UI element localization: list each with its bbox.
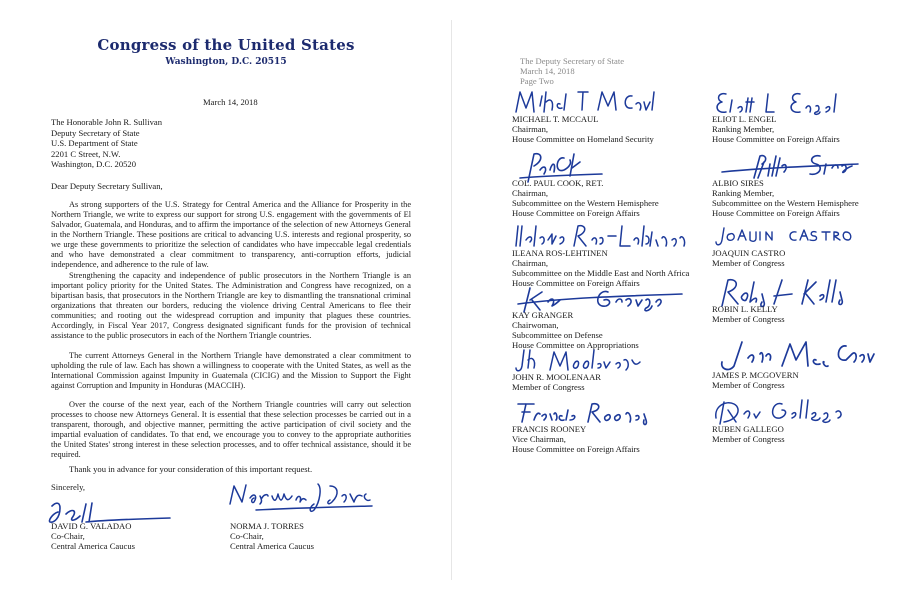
address-line: U.S. Department of State — [51, 138, 138, 148]
signature-ros-lehtinen — [512, 222, 702, 250]
thanks-line: Thank you in advance for your consideration of this important request. — [69, 464, 313, 474]
signer-name: JOHN R. MOOLENAAR — [512, 372, 602, 382]
signer-name: ILEANA ROS-LEHTINEN — [512, 248, 608, 258]
signer-title: Subcommittee on the Western Hemisphere — [712, 198, 859, 208]
letter-date: March 14, 2018 — [203, 97, 258, 107]
signature-mcgovern — [712, 338, 882, 372]
signer-name: DAVID G. VALADAO — [51, 521, 132, 531]
signer-name: ALBIO SIRES — [712, 178, 764, 188]
signature-engel — [712, 90, 852, 116]
header-line: Page Two — [520, 76, 554, 86]
signer-title: Member of Congress — [712, 314, 785, 324]
signer-title: Member of Congress — [712, 380, 785, 390]
signer-title: Ranking Member, — [712, 124, 775, 134]
signer-name: ROBIN L. KELLY — [712, 304, 778, 314]
signer-name: ELIOT L. ENGEL — [712, 114, 777, 124]
signer-title: House Committee on Foreign Affairs — [712, 134, 840, 144]
signature-rooney — [512, 398, 652, 426]
signer-title: Co-Chair, — [230, 531, 264, 541]
letterhead-place: Washington, D.C. 20515 — [165, 57, 287, 67]
signer-name: NORMA J. TORRES — [230, 521, 304, 531]
signer-title: House Committee on Foreign Affairs — [512, 278, 640, 288]
address-line: Deputy Secretary of State — [51, 127, 140, 138]
signer-title: Member of Congress — [712, 434, 785, 444]
page-two-header — [520, 56, 624, 86]
signer-title: Subcommittee on the Western Hemisphere — [512, 198, 659, 208]
signer-title: Chairman, — [512, 188, 549, 198]
signer-name: COL. PAUL COOK, RET. — [512, 178, 604, 188]
signer-title: Subcommittee on Defense — [512, 330, 603, 340]
signer-title: Ranking Member, — [712, 188, 775, 198]
signer-title: Chairman, — [512, 124, 549, 134]
signer-title: Vice Chairman, — [512, 434, 566, 444]
signer-title: Central America Caucus — [51, 541, 135, 551]
body-paragraph: The current Attorneys General in the Northern Triangle have demonstrated a clear commitment to upholding the rule of law. Each has shown a willingness to cooperate with the United States, as well as the International Commission against Impunity in Guatemala (CICIG) and the Mission to Support the Fight against Corruption and Impunity in Honduras (MACCIH). — [51, 351, 411, 390]
signer-title: Central America Caucus — [230, 541, 314, 551]
signer-name: MICHAEL T. MCCAUL — [512, 114, 599, 124]
signer-name: FRANCIS ROONEY — [512, 424, 587, 434]
signature-torres — [226, 480, 376, 516]
closing: Sincerely, — [51, 482, 86, 492]
signer-block — [230, 521, 314, 551]
signer-name: KAY GRANGER — [512, 310, 574, 320]
address-line: The Honorable John R. Sullivan — [51, 117, 162, 127]
signer-name: JOAQUIN CASTRO — [712, 248, 786, 258]
signer-title: Chairwoman, — [512, 320, 559, 330]
signature-castro — [712, 224, 862, 248]
address-line: 2201 C Street, N.W. — [51, 148, 121, 159]
signer-title: House Committee on Foreign Affairs — [712, 208, 840, 218]
signer-name: RUBEN GALLEGO — [712, 424, 784, 434]
signer-title: Chairman, — [512, 258, 549, 268]
signature-mccaul — [512, 86, 662, 116]
letter-page-two — [452, 0, 900, 599]
address-line: Washington, D.C. 20520 — [51, 159, 137, 169]
signer-title: House Committee on Foreign Affairs — [512, 208, 640, 218]
signature-gallego — [712, 396, 862, 426]
signature-moolenaar — [512, 346, 652, 374]
header-line: The Deputy Secretary of State — [520, 56, 625, 66]
header-line: March 14, 2018 — [520, 66, 575, 76]
body-paragraph: As strong supporters of the U.S. Strategy for Central America and the Alliance for Prosperity in the Northern Triangle, we write to express our support for strong U.S. engagement with the governments of El Salvador, Guatemala, and Honduras, and to affirm the importance of the selection of new Attorneys General in the Northern Triangle. These positions are critical to advancing U.S. interests and regional prosperity, so we urge these governments to prioritize the selection of candidates who have impeccable legal credentials and who have demonstrated a clear commitment to transparency, anti-corruption efforts, judicial independence, and adherence to the rule of law. — [51, 200, 411, 269]
signer-block — [51, 521, 135, 551]
letterhead-title: Congress of the United States — [97, 36, 355, 54]
signer-title: House Committee on Foreign Affairs — [512, 444, 640, 454]
signer-title: Member of Congress — [512, 382, 585, 392]
body-paragraph: Over the course of the next year, each of the Northern Triangle countries will carry out selection processes to choose new Attorneys General. It is essential that these selection processes be carried out in a transparent, thorough, and objective manner, permitting the active participation of civil society and the impartial evaluation of candidates. To that end, we encourage you to convey to the appropriate authorities the United States' strong interest in these selection processes, and to offer technical assistance, should it be required. — [51, 400, 411, 459]
recipient-address — [51, 117, 162, 170]
signer-name: JAMES P. MCGOVERN — [712, 370, 799, 380]
salutation: Dear Deputy Secretary Sullivan, — [51, 181, 163, 191]
signer-title: House Committee on Homeland Security — [512, 134, 654, 144]
signer-title: Subcommittee on the Middle East and North Africa — [512, 268, 690, 278]
signer-title: Member of Congress — [712, 258, 785, 268]
signer-title: Co-Chair, — [51, 531, 85, 541]
signer-title: House Committee on Appropriations — [512, 340, 639, 350]
body-paragraph: Strengthening the capacity and independence of public prosecutors in the Northern Triangle is an important policy priority for the United States. The Administration and Congress have recognized, on a bipartisan basis, that prosecutors in the Northern Triangle are key to dismantling the transnational criminal organizations that threaten our borders, reducing the violence driving Central Americans to flee their communities; and rooting out the widespread corruption and impunity that plagues these countries. Accordingly, in Fiscal Year 2017, Congress designated significant funds for the provision of technical assistance to the public prosecutors in each of the Northern Triangle countries. — [51, 271, 411, 340]
